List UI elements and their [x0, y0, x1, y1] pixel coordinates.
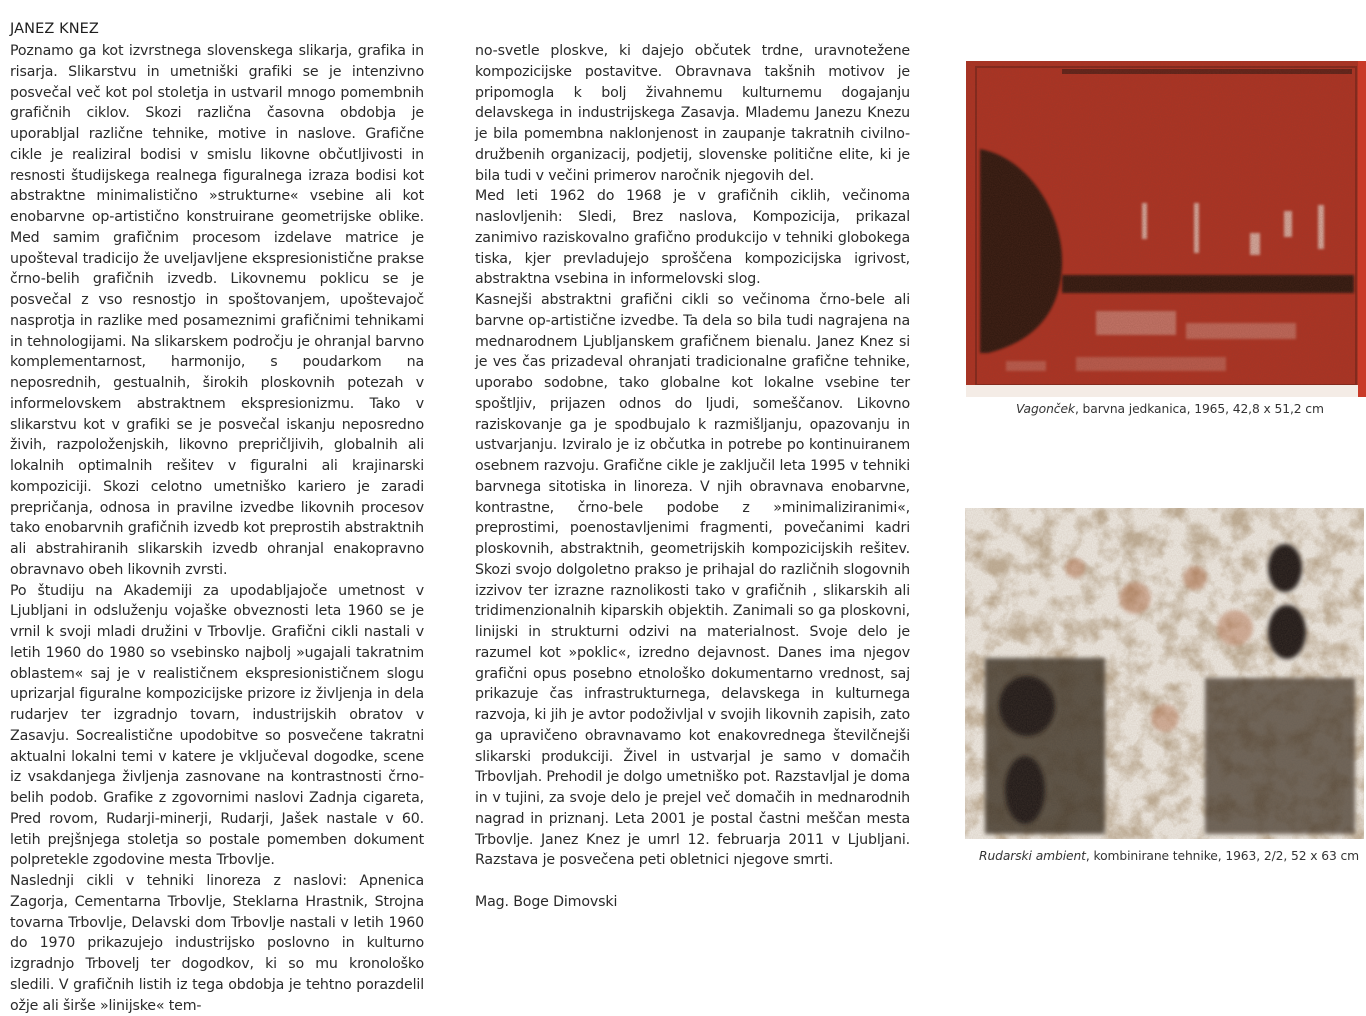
artwork-caption-vagoncek — [1016, 402, 1324, 416]
author-signature: Mag. Boge Dimovski — [475, 893, 618, 910]
artwork-title: Rudarski ambient — [979, 849, 1086, 863]
artwork-details: , barvna jedkanica, 1965, 42,8 x 51,2 cm — [1074, 402, 1324, 416]
paragraph: Kasnejši abstraktni grafični cikli so večinoma črno-bele ali barvne op-artistične izvedbe. Ta dela so bila tudi nagrajena na mednarodnem Ljubljanskem grafičnem bienalu. Janez Knez si je ves čas prizadeval ohranjati tradicionalne grafične tehnike, uporabo sodobne, tako globalne kot lokalne vsebine ter spoštljiv, prijazen odnos do ljudi, someščanov. Likovno raziskovanje ga je spodbujalo k razmišljanju, opazovanju in ustvarjanju. Izviralo je iz občutka in potrebe po kontinuiranem osebnem razvoju. Grafične cikle je zaključil leta 1995 v tehniki barvnega sitotiska in linoreza. V njih obravnava enobarvne, kontrastne, črno-bele podobe z »minimaliziranimi«, preprostimi, poenostavljenimi fragmenti, povečanimi kadri ploskovnih, abstraktnih, geometrijskih kompozicijskih rešitev. Skozi svojo dolgoletno prakso je prihajal do različnih slogovnih izzivov ter izrazne raznolikosti tako v grafičnih , slikarskih ali tridimenzionalnih kiparskih objektih. Zanimali so ga ploskovni, linijski in strukturni odzivi na materialnost. Svoje delo je razumel kot »poklic«, izredno dejavnost. Danes ima njegov grafični opus posebno etnološko dokumentarno vrednost, saj prikazuje čas infrastrukturnega, delavskega in kulturnega razvoja, ki jih je avtor podoživljal v svojih likovnih zapisih, zato ga upravičeno obravnavamo kot enakovrednega številčnejši slikarski produkciji. Živel in ustvarjal je samo v domačih Trbovljah. Prehodil je dolgo umetniško pot. Razstavljal je doma in v tujini, za svoje delo je prejel več domačih in mednarodnih nagrad in priznanj. Leta 2001 je postal častni meščan mesta Trbovlje. Janez Knez je umrl 12. februarja 2011 v Ljubljani. Razstava je posvečena peti obletnici njegove smrti. — [475, 292, 911, 869]
artwork-rudarski-ambient-graphic — [965, 508, 1364, 839]
artwork-caption-rudarski-ambient — [979, 849, 1359, 863]
artwork-image-rudarski-ambient — [965, 508, 1364, 839]
artwork-details: , kombinirane tehnike, 1963, 2/2, 52 x 63 cm — [1085, 849, 1360, 863]
article-title: JANEZ KNEZ — [10, 21, 99, 37]
paragraph: Poznamo ga kot izvrstnega slovenskega slikarja, grafika in risarja. Slikarstvu in umetniški grafiki se je intenzivno posvečal več kot pol stoletja in ustvaril mnogo pomembnih grafičnih ciklov. Skozi različna časovna obdobja je uporabljal različne tehnike, motive in naslove. Grafične cikle je realiziral bodisi v smislu likovne občutljivosti in resnosti študijskega realnega figuralnega izraza bodisi kot abstraktne minimalistično »strukturne« vsebine ali kot enobarvne op-artistično konstruirane geometrijske oblike. Med samim grafičnim procesom izdelave matrice je upošteval tradicijo že uveljavljene ekspresionistične prakse črno-belih grafičnih izvedb. Likovnemu poklicu se je posvečal z vso resnostjo in spoštovanjem, upoštevajoč nasprotja in razlike med posameznimi grafičnimi tehnikami in tehnologijami. Na slikarskem področju je ohranjal barvno komplementarnost, harmonijo, s poudarkom na neposrednih, gestualnih, širokih ploskovnih potezah v informelovskem abstraktnem ekspresionizmu. Tako v slikarstvu kot v grafiki se je posvečal iskanju neposredno živih, razpoloženjskih, likovno prepričljivih, globalnih ali lokalnih optimalnih rešitev v figuralni ali krajinarski kompoziciji. Skozi celotno umetniško kariero je zaradi prepričanja, odnosa in pravilne izvedbe likovnih procesov tako enobarvnih grafičnih izvedb kot preprostih abstraktnih ali abstrahiranih slikarskih izvedb ohranjal enakopravno obravnavo obeh likovnih zvrsti. — [10, 43, 424, 578]
paragraph: Med leti 1962 do 1968 je v grafičnih ciklih, večinoma naslovljenih: Sledi, Brez naslova, Kompozicija, prikazal zanimivo raziskovalno grafično produkcijo v tehniki globokega tiska, kjer prevladujejo sproščena kompozicijska igrivost, abstraktna vsebina in informelovski slog. — [475, 188, 910, 288]
paragraph: no-svetle ploskve, ki dajejo občutek trdne, uravnotežene kompozicijske postavitve. Obravnava takšnih motivov je pripomogla k bolj živahnemu kulturnemu dogajanju delavskega in industrijskega Zasavja. Mlademu Janezu Knezu je bila pomembna naklonjenost in zaupanje takratnih civilno-družbenih organizacij, podjetij, slovenske politične elite, ki je bila tudi v večini primerov naročnik njegovih del. — [475, 43, 910, 184]
artwork-title: Vagonček — [1016, 402, 1075, 416]
paragraph: Naslednji cikli v tehniki linoreza z naslovi: Apnenica Zagorja, Cementarna Trbovlje, Steklarna Hrastnik, Strojna tovarna Trbovlje, Delavski dom Trbovlje nastali v letih 1960 do 1970 prikazujejo industrijsko poslovno in kulturno izgradnjo Trbovelj ter dogodkov, ki so mu kronološko sledili. V grafičnih listih iz tega obdobja je tehtno porazdelil ožje ali širše »linijske« tem- — [10, 873, 424, 1014]
paragraph: Po študiju na Akademiji za upodabljajoče umetnost v Ljubljani in odsluženju vojaške obveznosti leta 1960 se je vrnil k svoji mladi družini v Trbovlje. Grafični cikli nastali v letih 1960 do 1980 so vsebinsko najbolj »ugajali takratnim oblastem« saj je v realističnem ekspresionističnem slogu uprizarjal figuralne kompozicijske prizore iz življenja in dela rudarjev ter izgradnjo tovarn, industrijskih obratov v Zasavju. Socrealistične upodobitve so posvečene takratni aktualni lokalni temi v katere je vključeval dogodke, scene iz vsakdanjega življenja zasnovane na kontrastnosti črno-belih podob. Grafike z zgovornimi naslovi Zadnja cigareta, Pred rovom, Rudarji-minerji, Rudarji, Jašek nastale v 60. letih prejšnjega stoletja so postale pomemben dokument polpretekle zgodovine mesta Trbovlje. — [10, 582, 424, 869]
artwork-image-vagoncek — [966, 61, 1366, 397]
text-column-middle — [475, 41, 910, 912]
text-column-left — [10, 41, 424, 1016]
artwork-vagoncek-graphic — [966, 61, 1366, 397]
